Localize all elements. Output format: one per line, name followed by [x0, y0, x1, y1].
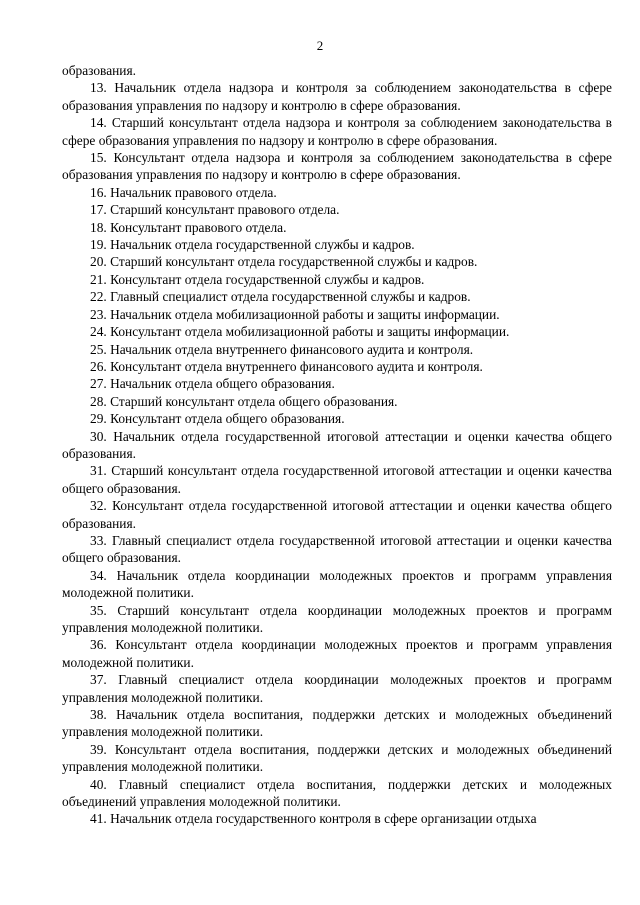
list-item: 22. Главный специалист отдела государственной службы и кадров.	[90, 289, 471, 305]
list-item: 38. Начальник отдела воспитания, поддержки детских и молодежных объединений управления молодежной политики.	[62, 707, 612, 740]
list-item: 40. Главный специалист отдела воспитания, поддержки детских и молодежных объединений управления молодежной политики.	[62, 776, 612, 810]
list-item: 23. Начальник отдела мобилизационной работы и защиты информации.	[90, 306, 500, 322]
list-item: 34. Начальник отдела координации молодежных проектов и программ управления молодежной политики.	[62, 567, 612, 601]
list-item: 27. Начальник отдела общего образования.	[90, 376, 335, 392]
list-item: 13. Начальник отдела надзора и контроля за соблюдением законодательства в сфере образования управления по надзору и контролю в сфере образования.	[62, 80, 612, 113]
list-item: 17. Старший консультант правового отдела.	[90, 202, 340, 218]
page-number: 2	[316, 38, 324, 53]
list-item: 39. Консультант отдела воспитания, поддержки детских и молодежных объединений управления молодежной политики.	[62, 741, 612, 775]
list-item: 20. Старший консультант отдела государственной службы и кадров.	[90, 254, 478, 270]
list-item: 29. Консультант отдела общего образования.	[90, 411, 345, 427]
list-item: 26. Консультант отдела внутреннего финансового аудита и контроля.	[90, 358, 483, 374]
list-item: 33. Главный специалист отдела государственной итоговой аттестации и оценки качества общего образования.	[62, 532, 612, 566]
list-item: 37. Главный специалист отдела координации молодежных проектов и программ управления молодежной политики.	[62, 672, 612, 705]
list-item: 14. Старший консультант отдела надзора и контроля за соблюдением законодательства в сфере образования управления по надзору и контролю в сфере образования.	[62, 115, 612, 148]
list-item: 15. Консультант отдела надзора и контроля за соблюдением законодательства в сфере образования управления по надзору и контролю в сфере образования.	[62, 150, 612, 183]
list-item: 18. Консультант правового отдела.	[90, 219, 287, 235]
list-item: образования.	[62, 63, 136, 78]
list-item: 32. Консультант отдела государственной итоговой аттестации и оценки качества общего образования.	[62, 498, 612, 531]
list-item: 28. Старший консультант отдела общего образования.	[90, 393, 398, 409]
list-item: 41. Начальник отдела государственного контроля в сфере организации отдыха	[90, 811, 537, 827]
list-item: 25. Начальник отдела внутреннего финансового аудита и контроля.	[90, 341, 474, 357]
list-item: 19. Начальник отдела государственной службы и кадров.	[90, 237, 415, 253]
list-item: 35. Старший консультант отдела координации молодежных проектов и программ управления молодежной политики.	[62, 602, 612, 635]
list-item: 31. Старший консультант отдела государственной итоговой аттестации и оценки качества общего образования.	[62, 463, 612, 496]
list-item: 36. Консультант отдела координации молодежных проектов и программ управления молодежной политики.	[62, 637, 612, 670]
list-item: 30. Начальник отдела государственной итоговой аттестации и оценки качества общего образования.	[62, 428, 612, 461]
list-item: 16. Начальник правового отдела.	[90, 184, 277, 200]
document-body	[62, 62, 612, 828]
list-item: 24. Консультант отдела мобилизационной работы и защиты информации.	[90, 324, 510, 340]
list-item: 21. Консультант отдела государственной службы и кадров.	[90, 271, 425, 287]
